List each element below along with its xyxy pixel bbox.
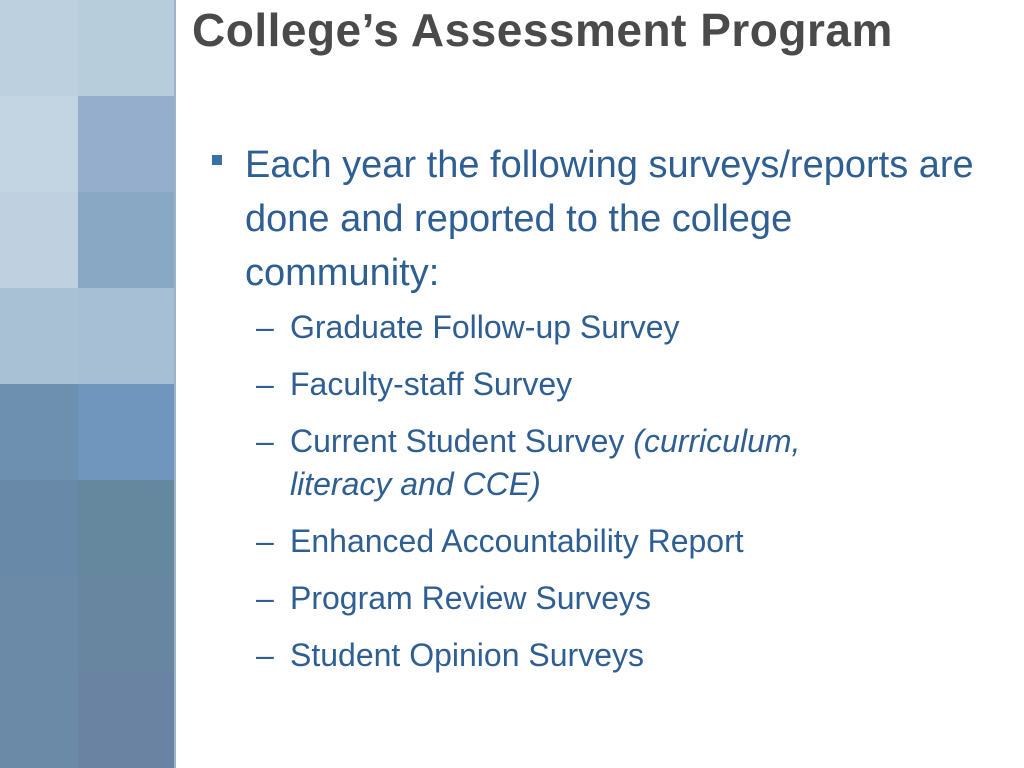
mosaic-tile	[0, 384, 78, 480]
mosaic-tile	[0, 0, 78, 96]
slide-content	[208, 138, 988, 691]
dash-bullet-icon: –	[256, 366, 274, 402]
mosaic-tile	[78, 288, 174, 384]
mosaic-tile	[78, 0, 174, 96]
list-item	[208, 420, 850, 506]
mosaic-tile	[0, 480, 78, 576]
mosaic-tile	[78, 576, 174, 672]
mosaic-tile	[78, 192, 174, 288]
main-bullet	[208, 138, 988, 300]
mosaic-tile	[78, 480, 174, 576]
dash-bullet-icon: –	[256, 523, 274, 559]
dash-bullet-icon: –	[256, 580, 274, 616]
list-item	[208, 520, 988, 563]
mosaic-tile	[0, 96, 78, 192]
mosaic-tile	[0, 672, 78, 768]
square-bullet-icon	[212, 155, 222, 165]
list-item-text: Faculty-staff Survey	[290, 366, 573, 402]
list-item-text: Graduate Follow-up Survey	[290, 309, 680, 345]
mosaic-tile	[78, 384, 174, 480]
list-item-text: Student Opinion Surveys	[290, 637, 644, 673]
list-item	[208, 306, 988, 349]
sub-bullet-list	[208, 306, 988, 677]
list-item-text: Current Student Survey	[290, 423, 634, 459]
list-item-text: Enhanced Accountability Report	[290, 523, 744, 559]
mosaic-tile	[0, 192, 78, 288]
list-item	[208, 363, 988, 406]
mosaic-tile	[0, 288, 78, 384]
list-item-note: (curriculum, literacy and CCE)	[290, 423, 801, 502]
list-item	[208, 577, 988, 620]
main-bullet-text: Each year the following surveys/reports are done and reported to the college community:	[245, 144, 974, 294]
dash-bullet-icon: –	[256, 309, 274, 345]
dash-bullet-icon: –	[256, 637, 274, 673]
mosaic-tile	[78, 96, 174, 192]
mosaic-tile	[0, 576, 78, 672]
list-item-text: Program Review Surveys	[290, 580, 651, 616]
mosaic-edge	[174, 0, 176, 768]
decorative-side-mosaic	[0, 0, 176, 768]
dash-bullet-icon: –	[256, 423, 274, 459]
list-item	[208, 634, 988, 677]
mosaic-tile	[78, 672, 174, 768]
slide-title: College’s Assessment Program	[192, 4, 893, 56]
